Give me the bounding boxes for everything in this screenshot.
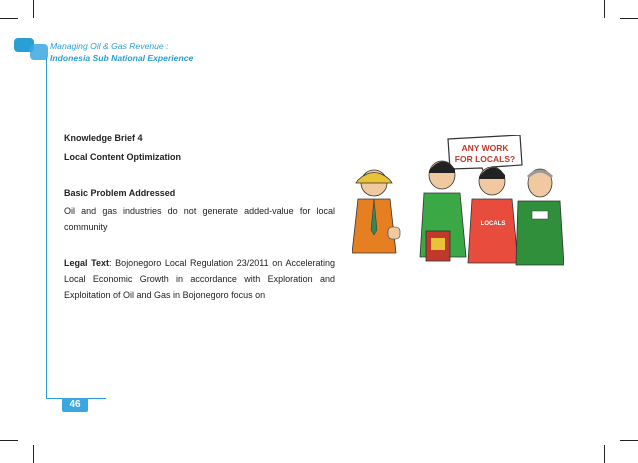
legal-label: Legal Text (64, 258, 110, 268)
problem-text: Oil and gas industries do not generate added-value for local community (64, 206, 335, 232)
legal-text: : Bojonegoro Local Regulation 23/2011 on Accelerating Local Economic Growth in accordance with Exploration and Exploitation of Oil and Gas in Bojonegoro focus on (64, 258, 335, 300)
shirt-label: LOCALS (480, 221, 506, 227)
margin-rule (46, 58, 47, 398)
brief-title: Local Content Optimization (64, 152, 181, 162)
local-man-elder (516, 169, 564, 265)
crop-mark (33, 445, 34, 463)
cartoon-illustration (352, 135, 564, 270)
crop-mark (0, 18, 18, 19)
speech-bubble-line-2: FOR LOCALS? (454, 154, 516, 164)
crop-mark (604, 0, 605, 18)
publication-logo-icon (14, 36, 48, 62)
brief-number: Knowledge Brief 4 (64, 133, 143, 143)
crop-mark (620, 440, 638, 441)
running-header (50, 40, 193, 64)
local-man-red (468, 167, 518, 263)
speech-bubble-line-1: ANY WORK (461, 143, 509, 153)
crop-mark (33, 0, 34, 18)
header-line-2: Indonesia Sub National Experience (50, 53, 194, 63)
problem-heading: Basic Problem Addressed (64, 188, 176, 198)
crop-mark (620, 18, 638, 19)
crop-mark (0, 440, 18, 441)
crop-mark (604, 445, 605, 463)
worker-figure (352, 170, 400, 253)
legal-paragraph (64, 255, 335, 303)
page-number-badge: 46 (62, 398, 88, 412)
header-line-1: Managing Oil & Gas Revenue : (50, 41, 169, 51)
local-man-green (420, 161, 466, 261)
